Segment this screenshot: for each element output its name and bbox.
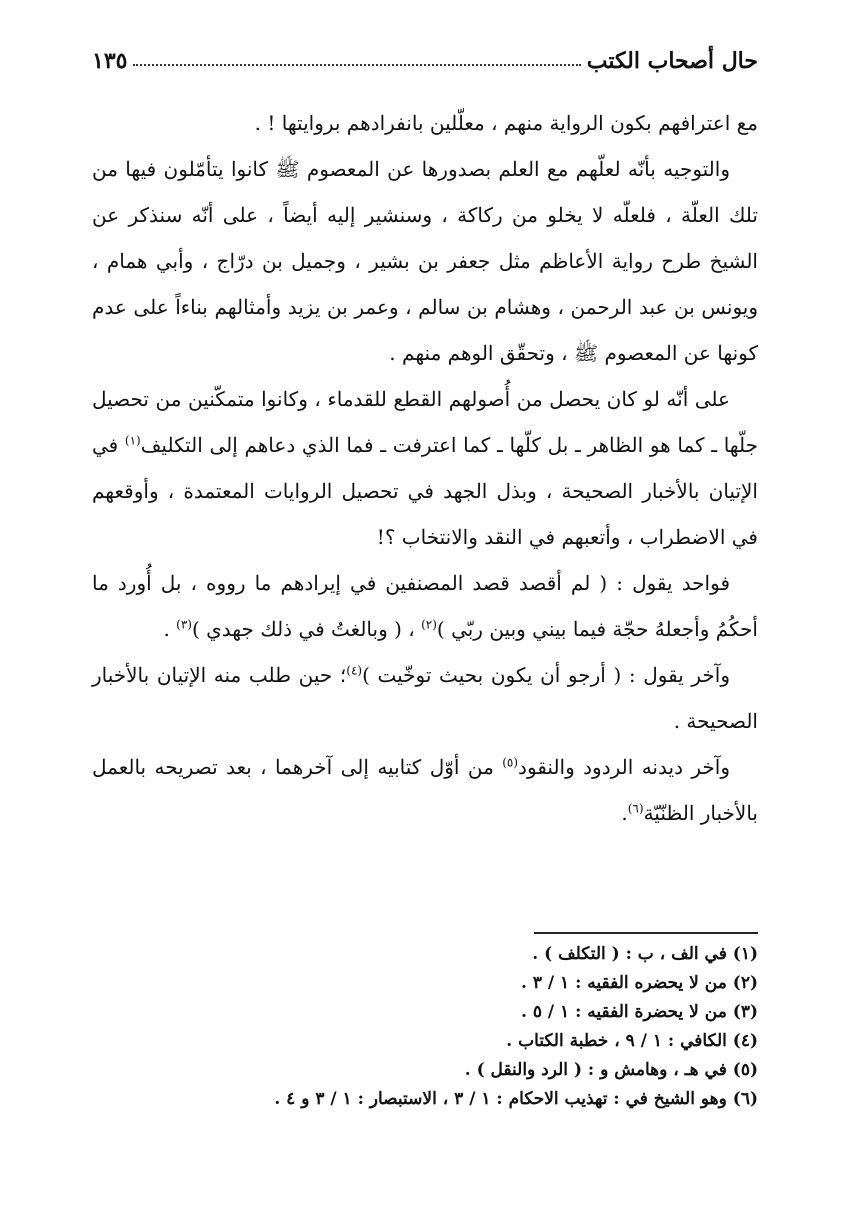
paragraph-2-text: والتوجيه بأنّه لعلّهم مع العلم بصدورها عن المعصوم ﷺ كانوا يتأمّلون فيها من تلك العلّة ، فلعلّه لا يخلو من ركاكة ، وسنشير إليه أيضاً ، على أنّه سنذكر عن الشيخ طرح رواية الأعاظم مثل جعفر بن بشير ، وجميل بن درّاج ، وأبي همام ، ويونس بن عبد الرحمن ، وهشام بن سالم ، وعمر بن يزيد وأمثالهم بناءاً على عدم كونها عن المعصوم ﷺ ، وتحقّق الوهم منهم .	[92, 157, 759, 365]
paragraph-6-text-a: وآخر ديدنه الردود والنقود	[518, 755, 730, 779]
paragraph-3-text-b: في الإتيان بالأخبار الصحيحة ، وبذل الجهد في تحصيل الروايات المعتمدة ، وأوقعهم في الاضطراب ، وأتعبهم في النقد والانتخاب ؟!	[92, 433, 758, 549]
term-takleef: التكليف	[140, 433, 203, 457]
paragraph-4-text-c: .	[163, 617, 170, 641]
footnote-marker-3: (٣)	[176, 617, 192, 632]
footnote-separator	[534, 932, 758, 934]
page-number: ١٣٥	[92, 48, 128, 74]
paragraph-5-text-b: ؛ حين طلب منه الإتيان بالأخبار الصحيحة .	[92, 663, 758, 733]
footnote-marker-1: (١)	[124, 433, 141, 448]
paragraph-6-text-c: .	[621, 801, 628, 825]
paragraph-5	[92, 652, 758, 744]
paragraph-6-text-b: من أوّل كتابيه إلى آخرهما ، بعد تصريحه بالعمل بالأخبار الظنّيّة	[92, 755, 758, 825]
footnote-3: (٣) من لا يحضرة الفقيه : ١ / ٥ .	[520, 1002, 758, 1022]
paragraph-2	[92, 146, 758, 376]
footnote-marker-2: (٢)	[421, 617, 437, 632]
footnote-marker-6: (٦)	[627, 801, 644, 816]
footnote-marker-5: (٥)	[502, 755, 519, 770]
paragraph-4	[92, 560, 758, 652]
running-title: حال أصحاب الكتب	[586, 48, 758, 74]
paragraph-4-text-b: ، ( وبالغتُ في ذلك جهدي )	[191, 617, 415, 641]
main-text	[92, 100, 758, 836]
footnote-2: (٢) من لا يحضره الفقيه : ١ / ٣ .	[520, 973, 758, 993]
paragraph-3-text-a: على أنّه لو كان يحصل من أُصولهم القطع للقدماء ، وكانوا متمكّنين من تحصيل جلّها ـ كما هو الظاهر ـ بل كلّها ـ كما اعترفت ـ فما الذي دعاهم إلى	[92, 387, 759, 457]
footnote-1: (١) في الف ، ب : ( التكلف ) .	[532, 944, 758, 964]
paragraph-6	[92, 744, 758, 836]
paragraph-4-text-a: فواحد يقول : ( لم أقصد قصد المصنفين في إيرادهم ما رووه ، بل أُورد ما أحكُمُ وأجعلهُ حجّة فيما بيني وبين ربّي )	[92, 571, 758, 641]
footnote-marker-4: (٤)	[346, 663, 363, 678]
paragraph-1	[92, 100, 758, 146]
footnotes	[92, 940, 758, 1114]
footnote-5: (٥) في هـ ، وهامش و : ( الرد والنقل ) .	[464, 1060, 758, 1080]
paragraph-1-text: مع اعترافهم بكون الرواية منهم ، معلّلين بانفرادهم بروايتها ! .	[254, 111, 758, 135]
footnote-4: (٤) الكافي : ١ / ٩ ، خطبة الكتاب .	[506, 1031, 758, 1051]
footnote-6: (٦) وهو الشيخ في : تهذيب الاحكام : ١ / ٣ ، الاستبصار : ١ / ٣ و ٤ .	[274, 1089, 758, 1109]
page-header	[92, 34, 758, 74]
header-leader-dots	[133, 63, 580, 66]
paragraph-3	[92, 376, 758, 560]
paragraph-5-text-a: وآخر يقول : ( أرجو أن يكون بحيث توخّيت )	[362, 663, 730, 687]
